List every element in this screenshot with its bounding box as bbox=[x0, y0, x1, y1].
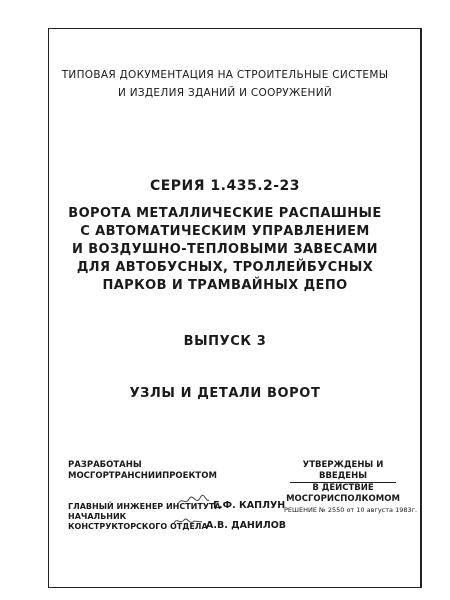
issue-number: ВЫПУСК 3 bbox=[183, 334, 267, 349]
issue-subject: УЗЛЫ И ДЕТАЛИ ВОРОТ bbox=[129, 386, 321, 401]
series-number: СЕРИЯ 1.435.2-23 bbox=[149, 178, 301, 194]
developed-line-1: РАЗРАБОТАНЫ bbox=[68, 460, 142, 470]
title-line-3: И ВОЗДУШНО-ТЕПЛОВЫМИ ЗАВЕСАМИ bbox=[72, 242, 378, 257]
document-title bbox=[0, 205, 450, 295]
title-line-1: ВОРОТА МЕТАЛЛИЧЕСКИЕ РАСПАШНЫЕ bbox=[68, 206, 382, 221]
approved-line-2: В ДЕЙСТВИЕ МОСГОРИСПОЛКОМОМ bbox=[286, 483, 400, 504]
chief-engineer-name: Г.Ф. КАПЛУН bbox=[213, 500, 286, 511]
header-line-1: ТИПОВАЯ ДОКУМЕНТАЦИЯ НА СТРОИТЕЛЬНЫЕ СИСТЕМЫ bbox=[61, 69, 389, 81]
header-line-2: И ИЗДЕЛИЯ ЗДАНИЙ И СООРУЖЕНИЙ bbox=[117, 87, 333, 99]
developed-line-2: МОСГОРТРАНСНИИПРОЕКТОМ bbox=[68, 471, 217, 481]
approved-line-1: УТВЕРЖДЕНЫ И ВВЕДЕНЫ bbox=[290, 460, 396, 483]
developed-by bbox=[68, 460, 217, 482]
head-role-2: КОНСТРУКТОРСКОГО ОТДЕЛА bbox=[68, 522, 208, 531]
approved-decision: РЕШЕНИЕ № 2550 от 10 августа 1983г. bbox=[284, 506, 418, 514]
chief-engineer-role: ГЛАВНЫЙ ИНЖЕНЕР ИНСТИТУТА bbox=[68, 502, 221, 511]
head-signature-icon bbox=[172, 514, 204, 528]
chief-signature-icon bbox=[176, 494, 210, 508]
approval-block bbox=[284, 460, 418, 516]
title-line-5: ПАРКОВ И ТРАМВАЙНЫХ ДЕПО bbox=[102, 278, 348, 293]
document-header bbox=[0, 66, 450, 102]
title-line-4: ДЛЯ АВТОБУСНЫХ, ТРОЛЛЕЙБУСНЫХ bbox=[76, 260, 374, 275]
title-line-2: С АВТОМАТИЧЕСКИМ УПРАВЛЕНИЕМ bbox=[80, 224, 370, 239]
head-name: А.В. ДАНИЛОВ bbox=[206, 520, 287, 531]
head-role-1: НАЧАЛЬНИК bbox=[68, 512, 127, 521]
